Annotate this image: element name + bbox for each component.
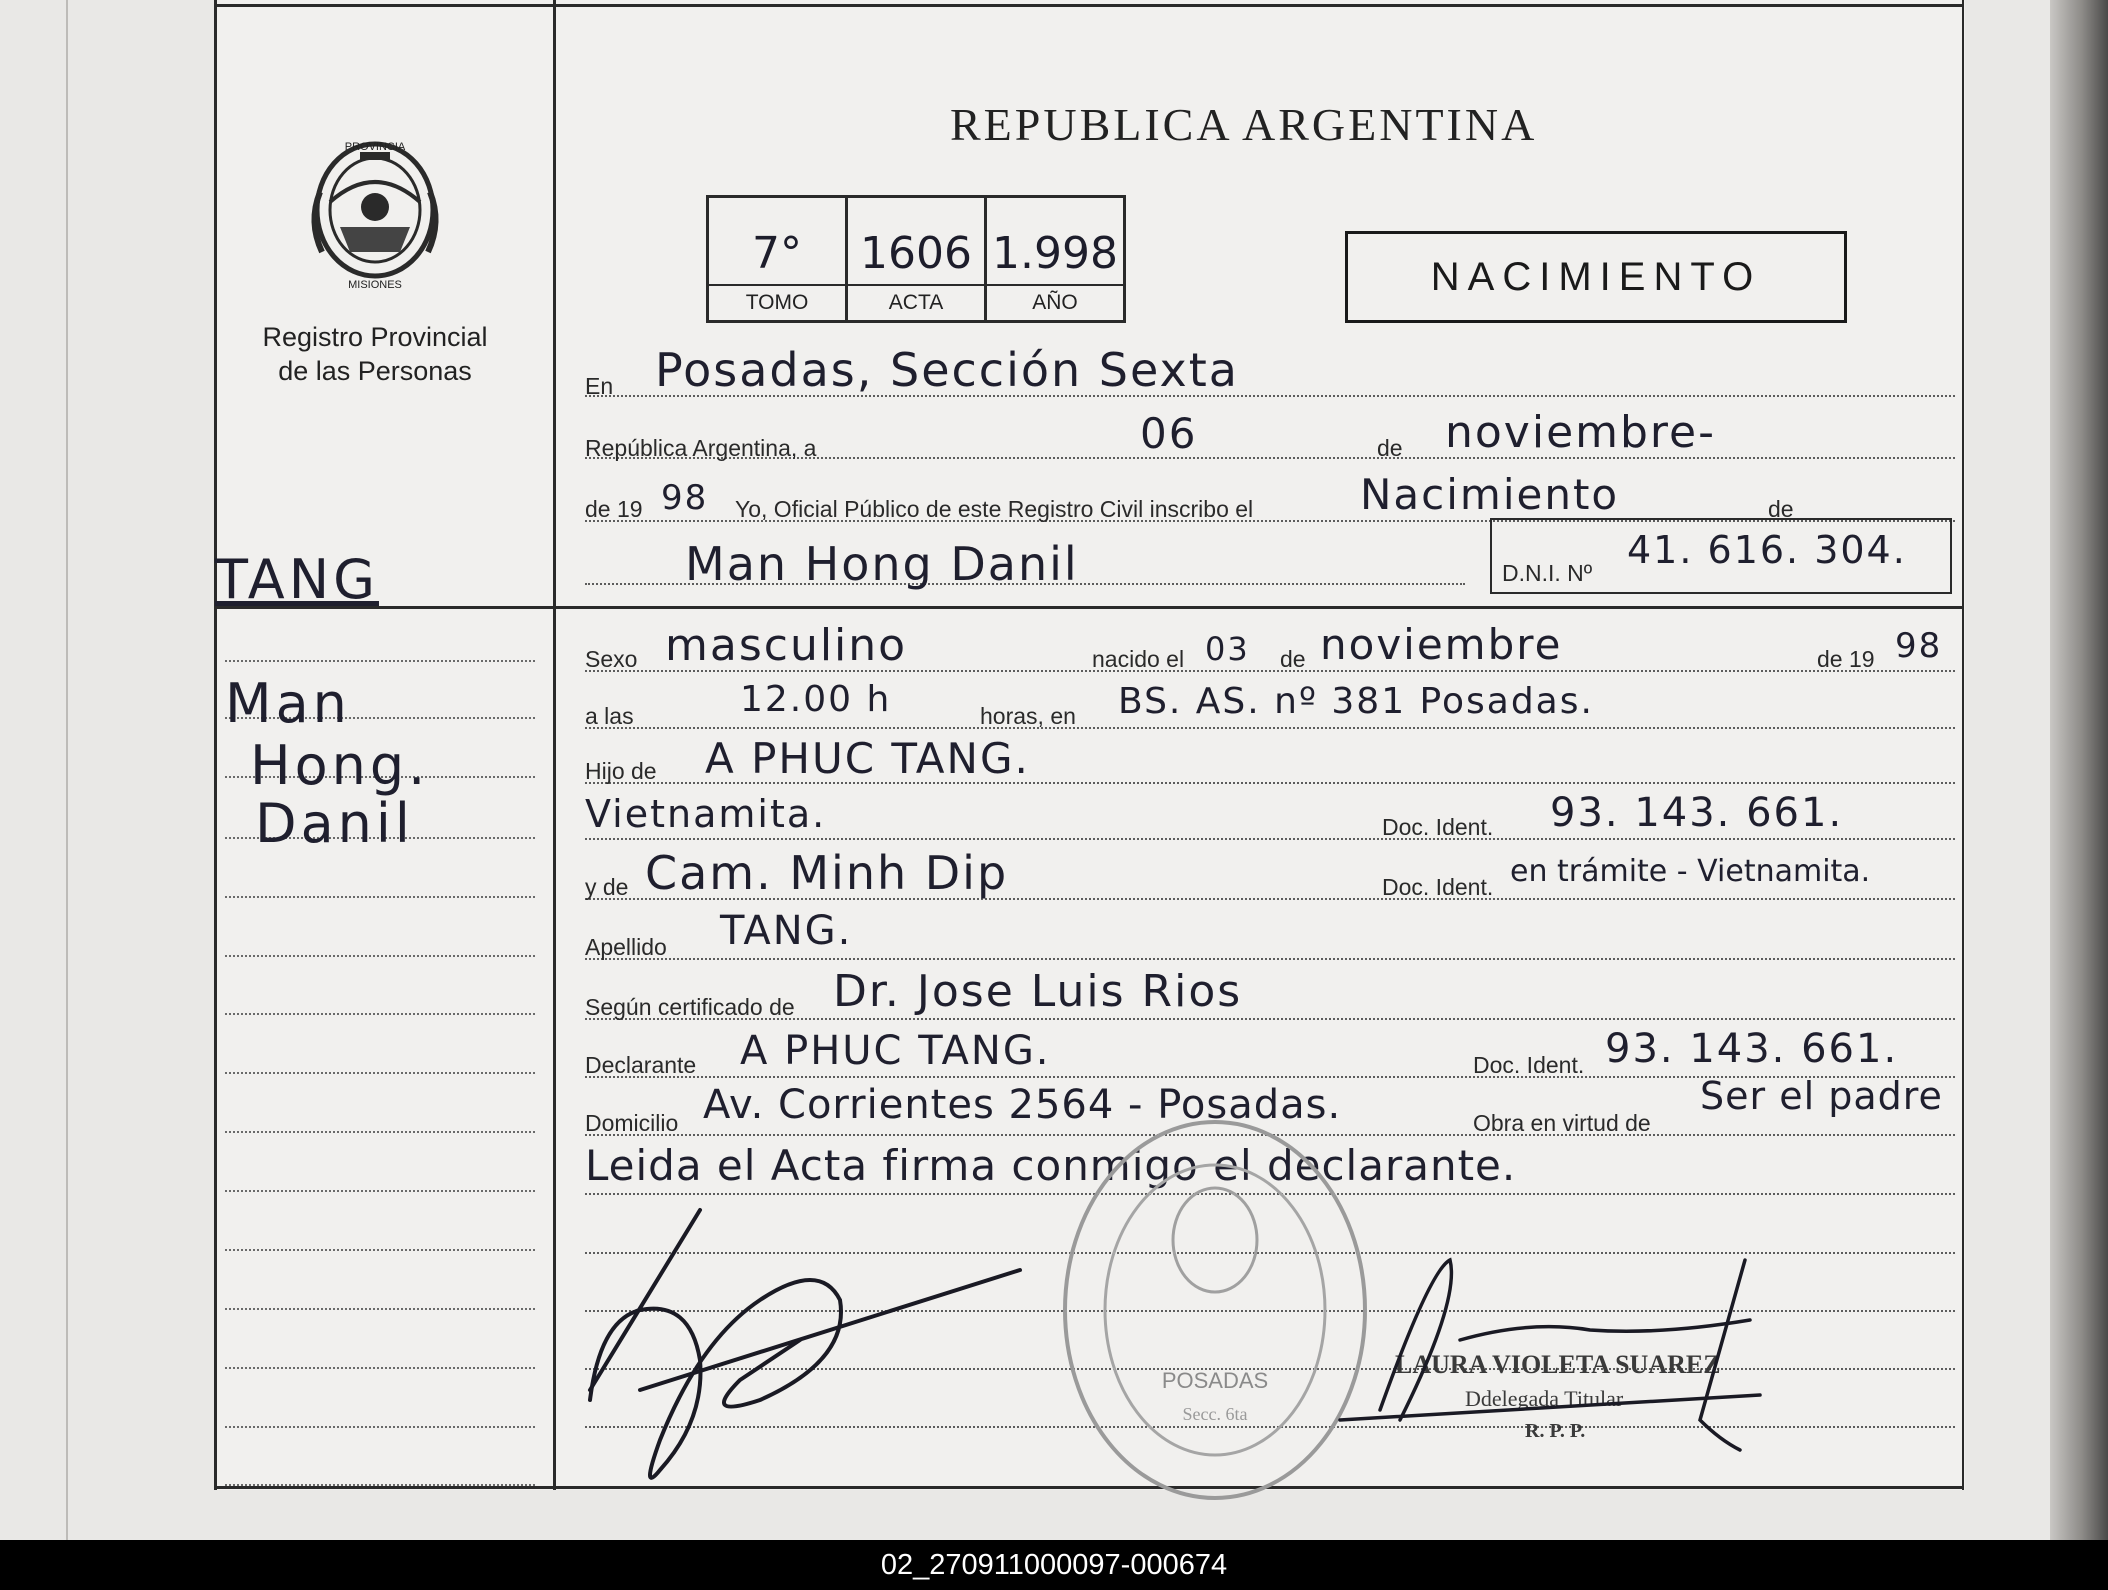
label-alas: a las — [585, 703, 634, 729]
label-de: de — [1377, 435, 1403, 461]
value-madre-doc: en trámite - Vietnamita. — [1510, 854, 1871, 889]
label-sexo: Sexo — [585, 646, 638, 672]
anio-value: 1.998 — [992, 228, 1118, 279]
value-dni: 41. 616. 304. — [1627, 528, 1907, 572]
label-de19: de 19 — [1817, 646, 1875, 672]
label-apellido: Apellido — [585, 934, 667, 960]
label-yde: y de — [585, 874, 629, 900]
book-edge — [2050, 0, 2108, 1540]
svg-text:MISIONES: MISIONES — [348, 279, 402, 291]
value-declarante-doc: 93. 143. 661. — [1605, 1026, 1899, 1072]
value-birth-month: noviembre — [1320, 620, 1563, 669]
value-padre-nacionalidad: Vietnamita. — [585, 792, 827, 836]
label-nacido: nacido el — [1092, 646, 1185, 672]
image-caption: 02_270911000097-000674 — [0, 1540, 2108, 1590]
label-domicilio: Domicilio — [585, 1110, 679, 1136]
label-obra: Obra en virtud de — [1473, 1110, 1651, 1136]
value-domicilio: Av. Corrientes 2564 - Posadas. — [703, 1082, 1342, 1128]
value-declarante: A PHUC TANG. — [740, 1028, 1051, 1074]
officer-name: LAURA VIOLETA SUAREZ — [1395, 1350, 1721, 1379]
label-declarante: Declarante — [585, 1052, 697, 1078]
label-en: En — [585, 373, 614, 399]
label-segun: Según certificado de — [585, 994, 795, 1020]
certificate-type-box: NACIMIENTO — [1345, 231, 1847, 323]
margin-name1: Man — [225, 672, 351, 735]
tomo-value: 7° — [752, 228, 802, 279]
value-birth-year: 98 — [1895, 626, 1943, 666]
value-apellido: TANG. — [720, 908, 853, 954]
value-child-name: Man Hong Danil — [685, 537, 1079, 591]
value-place: Posadas, Sección Sexta — [655, 343, 1239, 397]
registry-label-line1: Registro Provincial — [262, 322, 488, 352]
value-month: noviembre- — [1445, 407, 1717, 458]
value-acto: Nacimiento — [1360, 470, 1620, 519]
registry-label-line2: de las Personas — [278, 356, 472, 386]
acta-value: 1606 — [860, 228, 972, 279]
label-de3: de — [1280, 646, 1306, 672]
margin-name3: Danil — [255, 792, 414, 855]
value-obra: Ser el padre — [1700, 1074, 1943, 1118]
tomo-label: TOMO — [709, 284, 845, 320]
value-birth-day: 03 — [1205, 630, 1250, 668]
value-madre: Cam. Minh Dip — [645, 846, 1009, 900]
label-de2: de — [1768, 496, 1794, 522]
margin-surname: TANG — [215, 548, 379, 611]
label-horas: horas, en — [980, 703, 1076, 729]
label-doc3: Doc. Ident. — [1473, 1052, 1585, 1078]
officer-signature-icon — [1340, 1260, 1760, 1450]
country-title: REPUBLICA ARGENTINA — [950, 99, 1538, 150]
value-padre: A PHUC TANG. — [705, 734, 1030, 783]
anio-label: AÑO — [987, 284, 1123, 320]
value-day: 06 — [1140, 409, 1198, 458]
value-padre-doc: 93. 143. 661. — [1550, 790, 1844, 836]
value-sexo: masculino — [665, 620, 908, 671]
svg-text:PROVINCIA: PROVINCIA — [344, 141, 406, 153]
label-hijo: Hijo de — [585, 758, 657, 784]
officer-title: Ddelegada Titular — [1465, 1386, 1624, 1411]
officer-org: R. P. P. — [1525, 1420, 1586, 1442]
label-year-prefix: de 19 — [585, 496, 643, 522]
svg-text:Secc. 6ta: Secc. 6ta — [1182, 1404, 1248, 1424]
value-certificado: Dr. Jose Luis Rios — [833, 966, 1243, 1017]
value-lugar: BS. AS. nº 381 Posadas. — [1118, 681, 1594, 722]
label-yo: Yo, Oficial Público de este Registro Civil inscribo el — [735, 496, 1254, 522]
value-year: 98 — [661, 478, 709, 518]
acta-label: ACTA — [848, 284, 984, 320]
declarant-signature-icon — [590, 1210, 1020, 1478]
value-hora: 12.00 h — [740, 679, 892, 720]
value-leida: Leida el Acta firma conmigo el declarante. — [585, 1141, 1517, 1190]
label-doc: Doc. Ident. — [1382, 814, 1494, 840]
svg-text:POSADAS: POSADAS — [1161, 1368, 1269, 1393]
label-dni: D.N.I. Nº — [1502, 560, 1593, 586]
margin-name2: Hong. — [250, 734, 430, 797]
label-doc2: Doc. Ident. — [1382, 874, 1494, 900]
label-republica: República Argentina, a — [585, 435, 817, 461]
